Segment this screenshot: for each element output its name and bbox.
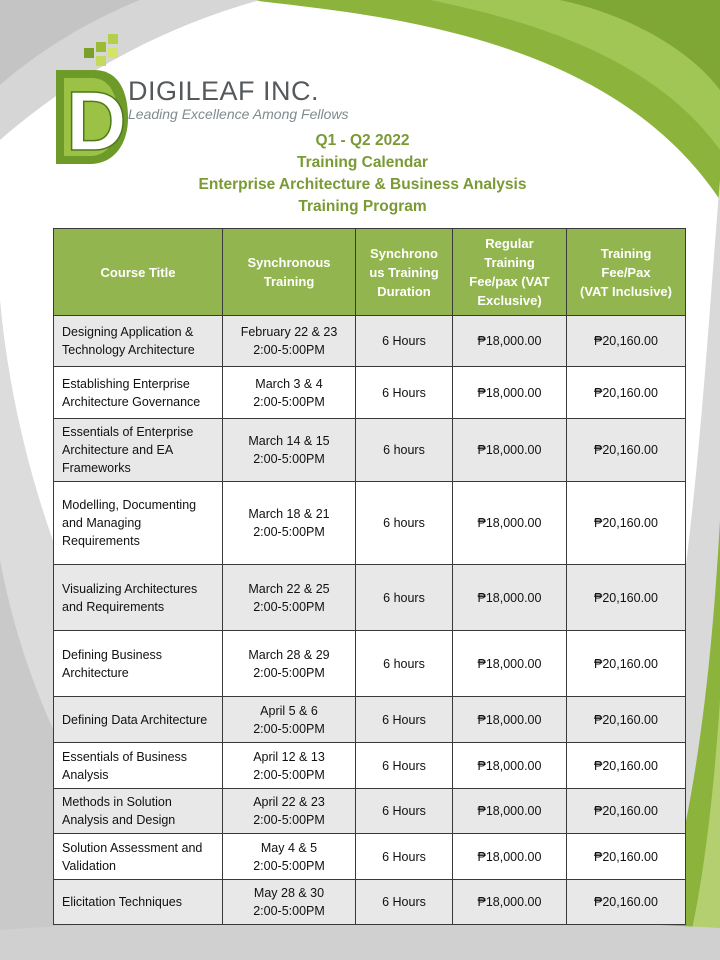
duration-cell: 6 hours [356, 419, 453, 482]
schedule-date: April 12 & 13 [253, 749, 325, 764]
schedule-date: May 4 & 5 [260, 840, 318, 855]
course-title-cell: Defining Business Architecture [54, 631, 223, 697]
schedule-date: April 5 & 6 [260, 703, 318, 718]
fee-vat-inclusive-cell: ₱20,160.00 [567, 631, 686, 697]
table-row [54, 419, 686, 482]
fee-vat-inclusive-cell: ₱20,160.00 [567, 789, 686, 834]
duration-cell: 6 hours [356, 565, 453, 631]
schedule-time: 2:00-5:00PM [253, 813, 325, 827]
duration-cell: 6 Hours [356, 880, 453, 925]
schedule-cell [223, 316, 356, 367]
course-title-cell: Visualizing Architectures and Requirements [54, 565, 223, 631]
schedule-time: 2:00-5:00PM [253, 452, 325, 466]
fee-vat-exclusive-cell: ₱18,000.00 [453, 789, 567, 834]
column-header-course-title: Course Title [54, 229, 223, 316]
schedule-date: March 22 & 25 [248, 581, 330, 596]
schedule-time: 2:00-5:00PM [253, 904, 325, 918]
schedule-date: March 14 & 15 [248, 434, 330, 448]
schedule-date: April 22 & 23 [253, 795, 325, 809]
table-body [54, 316, 686, 925]
schedule-cell [223, 367, 356, 419]
fee-vat-inclusive-cell: ₱20,160.00 [567, 316, 686, 367]
schedule-cell [223, 697, 356, 743]
schedule-time: 2:00-5:00PM [253, 525, 325, 539]
table-row [54, 789, 686, 834]
heading-subtitle: Training Calendar [297, 154, 428, 171]
schedule-cell [223, 880, 356, 925]
schedule-cell [223, 631, 356, 697]
course-title-cell: Elicitation Techniques [54, 880, 223, 925]
schedule-date: March 28 & 29 [248, 647, 330, 662]
duration-cell: 6 hours [356, 482, 453, 565]
course-title-cell: Establishing Enterprise Architecture Governance [54, 367, 223, 419]
heading-program: Enterprise Architecture & Business Analysis [198, 176, 527, 193]
schedule-time: 2:00-5:00PM [253, 394, 325, 409]
table-row [54, 697, 686, 743]
schedule-cell [223, 743, 356, 789]
table-row [54, 834, 686, 880]
course-title-cell: Essentials of Enterprise Architecture and EA Frameworks [54, 419, 223, 482]
schedule-cell [223, 482, 356, 565]
course-title-cell: Essentials of Business Analysis [54, 743, 223, 789]
column-header-synchronous-training: Synchronous Training [223, 229, 356, 316]
schedule-time: 2:00-5:00PM [253, 721, 325, 736]
fee-vat-exclusive-cell: ₱18,000.00 [453, 419, 567, 482]
logo-letter: D [66, 74, 127, 166]
duration-cell: 6 Hours [356, 834, 453, 880]
heading-program-suffix: Training Program [298, 198, 427, 215]
fee-vat-inclusive-cell: ₱20,160.00 [567, 565, 686, 631]
column-header-fee-vat-exclusive: Regular Training Fee/pax (VAT Exclusive) [453, 229, 567, 316]
column-header-duration: Synchrono us Training Duration [356, 229, 453, 316]
company-tagline: Leading Excellence Among Fellows [128, 106, 349, 122]
fee-vat-exclusive-cell: ₱18,000.00 [453, 834, 567, 880]
table-row [54, 565, 686, 631]
fee-vat-exclusive-cell: ₱18,000.00 [453, 697, 567, 743]
schedule-cell [223, 834, 356, 880]
table-row [54, 743, 686, 789]
schedule-time: 2:00-5:00PM [253, 665, 325, 680]
course-title-cell: Designing Application & Technology Architecture [54, 316, 223, 367]
schedule-time: 2:00-5:00PM [253, 858, 325, 873]
duration-cell: 6 Hours [356, 316, 453, 367]
fee-vat-exclusive-cell: ₱18,000.00 [453, 743, 567, 789]
schedule-time: 2:00-5:00PM [253, 767, 325, 782]
column-header-fee-vat-inclusive: Training Fee/Pax (VAT Inclusive) [567, 229, 686, 316]
fee-vat-exclusive-cell: ₱18,000.00 [453, 565, 567, 631]
table-row [54, 316, 686, 367]
duration-cell: 6 Hours [356, 367, 453, 419]
fee-vat-inclusive-cell: ₱20,160.00 [567, 697, 686, 743]
fee-vat-exclusive-cell: ₱18,000.00 [453, 482, 567, 565]
duration-cell: 6 Hours [356, 743, 453, 789]
fee-vat-inclusive-cell: ₱20,160.00 [567, 367, 686, 419]
fee-vat-exclusive-cell: ₱18,000.00 [453, 316, 567, 367]
fee-vat-inclusive-cell: ₱20,160.00 [567, 482, 686, 565]
table-row [54, 367, 686, 419]
schedule-cell [223, 565, 356, 631]
schedule-time: 2:00-5:00PM [253, 343, 325, 357]
duration-cell: 6 Hours [356, 697, 453, 743]
schedule-date: March 3 & 4 [255, 376, 323, 391]
fee-vat-inclusive-cell: ₱20,160.00 [567, 743, 686, 789]
schedule-time: 2:00-5:00PM [253, 599, 325, 614]
digileaf-logo [50, 34, 130, 166]
table-row [54, 880, 686, 925]
duration-cell: 6 hours [356, 631, 453, 697]
fee-vat-inclusive-cell: ₱20,160.00 [567, 419, 686, 482]
schedule-cell [223, 789, 356, 834]
course-title-cell: Modelling, Documenting and Managing Requirements [54, 482, 223, 565]
training-calendar-table [53, 228, 686, 925]
table-row [54, 631, 686, 697]
heading-period: Q1 - Q2 2022 [315, 132, 410, 149]
schedule-date: March 18 & 21 [248, 507, 330, 521]
table-header-row [54, 229, 686, 316]
company-name: DIGILEAF INC. [128, 76, 320, 106]
fee-vat-exclusive-cell: ₱18,000.00 [453, 880, 567, 925]
course-title-cell: Defining Data Architecture [54, 697, 223, 743]
table-row [54, 482, 686, 565]
schedule-cell [223, 419, 356, 482]
schedule-date: February 22 & 23 [240, 325, 338, 339]
page-heading [120, 130, 605, 218]
schedule-date: May 28 & 30 [253, 886, 325, 900]
course-title-cell: Solution Assessment and Validation [54, 834, 223, 880]
duration-cell: 6 Hours [356, 789, 453, 834]
fee-vat-inclusive-cell: ₱20,160.00 [567, 880, 686, 925]
fee-vat-exclusive-cell: ₱18,000.00 [453, 631, 567, 697]
course-title-cell: Methods in Solution Analysis and Design [54, 789, 223, 834]
fee-vat-exclusive-cell: ₱18,000.00 [453, 367, 567, 419]
fee-vat-inclusive-cell: ₱20,160.00 [567, 834, 686, 880]
